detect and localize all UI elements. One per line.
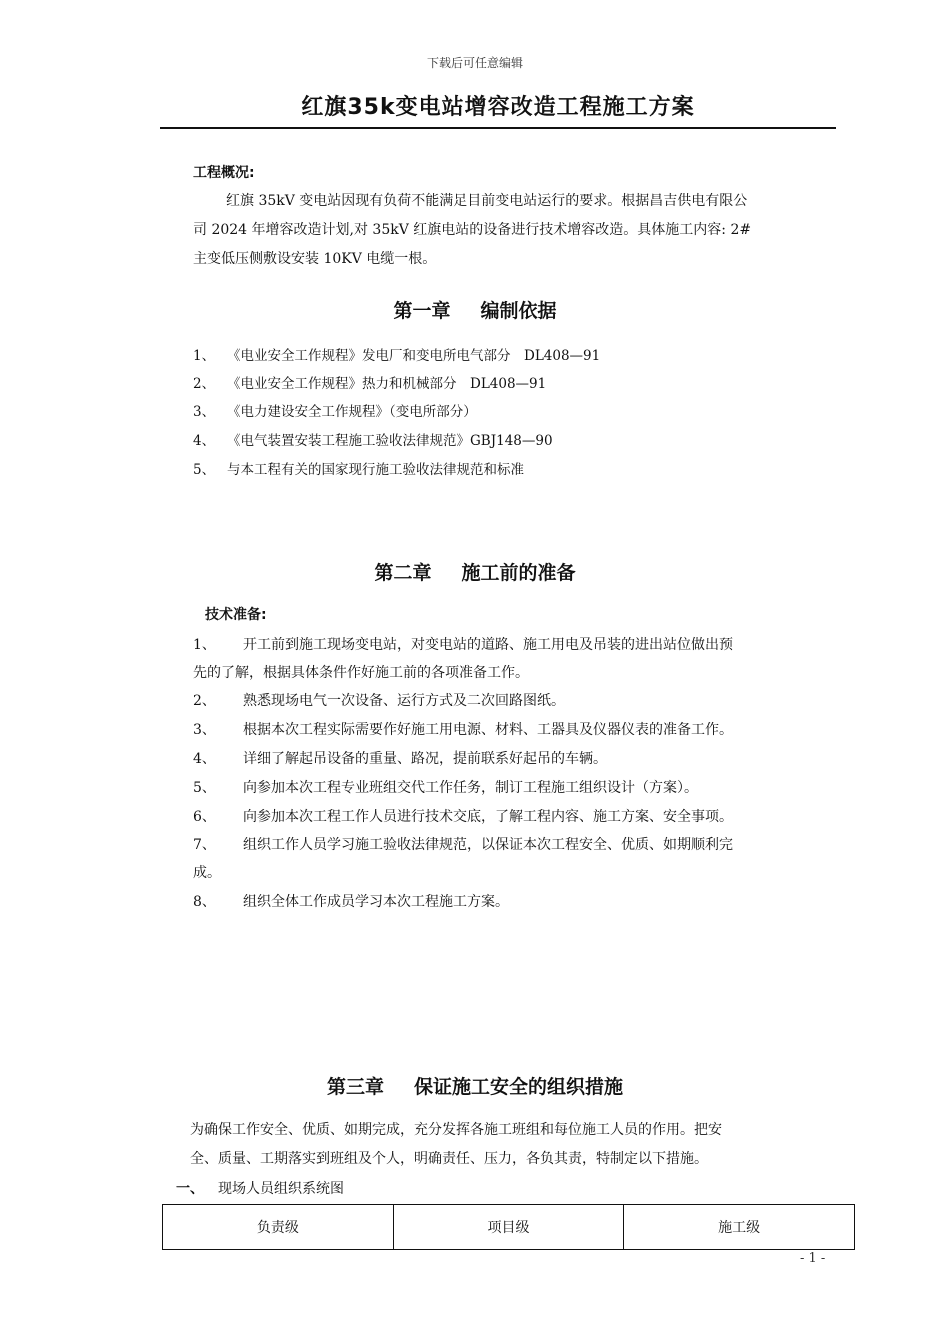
org-section-number: 一、 xyxy=(176,1181,204,1197)
chapter1-label: 第一章 xyxy=(393,300,451,322)
prep-item-2: 2、 熟悉现场电气一次设备、运行方式及二次回路图纸。 xyxy=(193,693,565,709)
header-note: 下载后可任意编辑 xyxy=(426,56,523,70)
title-underline xyxy=(160,127,836,129)
basis-item-3: 3、 《电力建设安全工作规程》（变电所部分） xyxy=(193,404,477,420)
tech-prep-heading: 技术准备: xyxy=(205,607,267,623)
prep-item-1-cont: 先的了解，根据具体条件作好施工前的各项准备工作。 xyxy=(193,665,529,681)
prep-item-1: 1、 开工前到施工现场变电站，对变电站的道路、施工用电及吊装的进出站位做出预 xyxy=(193,637,733,653)
prep-item-5: 5、 向参加本次工程专业班组交代工作任务，制订工程施工组织设计（方案）。 xyxy=(193,780,698,796)
prep-item-7-cont: 成。 xyxy=(193,865,221,881)
overview-line-2: 司 2024 年增容改造计划,对 35kV 红旗电站的设备进行技术增容改造。具体施工内容: 2# xyxy=(193,222,752,238)
basis-item-4: 4、 《电气装置安装工程施工验收法律规范》GBJ148—90 xyxy=(193,433,553,449)
overview-line-3: 主变低压侧敷设安装 10KV 电缆一根。 xyxy=(193,251,437,267)
basis-item-2: 2、 《电业安全工作规程》热力和机械部分 DL408—91 xyxy=(193,376,547,392)
prep-item-4: 4、 详细了解起吊设备的重量、路况，提前联系好起吊的车辆。 xyxy=(193,751,607,767)
chapter3-intro-line-1: 为确保工作安全、优质、如期完成，充分发挥各施工班组和每位施工人员的作用。把安 xyxy=(190,1122,722,1138)
prep-item-6: 6、 向参加本次工程工作人员进行技术交底，了解工程内容、施工方案、安全事项。 xyxy=(193,809,733,825)
document-title: 红旗35k变电站增容改造工程施工方案 xyxy=(301,95,695,120)
chapter3-label: 第三章 xyxy=(326,1076,384,1098)
chapter2-title: 施工前的准备 xyxy=(461,562,576,584)
chapter2-heading xyxy=(0,558,950,585)
table-header-cell: 项目级 xyxy=(393,1205,624,1250)
prep-item-8: 8、 组织全体工作成员学习本次工程施工方案。 xyxy=(193,894,509,910)
table-row xyxy=(163,1205,855,1250)
chapter3-heading xyxy=(0,1072,950,1099)
basis-item-5: 5、 与本工程有关的国家现行施工验收法律规范和标准 xyxy=(193,462,524,478)
chapter1-title: 编制依据 xyxy=(480,300,557,322)
table-header-cell: 负责级 xyxy=(163,1205,394,1250)
basis-item-1: 1、 《电业安全工作规程》发电厂和变电所电气部分 DL408—91 xyxy=(193,348,601,364)
org-section-heading xyxy=(176,1178,344,1198)
overview-line-1: 红旗 35kV 变电站因现有负荷不能满足目前变电站运行的要求。根据昌吉供电有限公 xyxy=(226,193,748,209)
overview-heading: 工程概况: xyxy=(193,165,255,181)
chapter3-intro-line-2: 全、质量、工期落实到班组及个人，明确责任、压力，各负其责，特制定以下措施。 xyxy=(190,1151,708,1167)
chapter1-heading xyxy=(0,296,950,323)
chapter3-title: 保证施工安全的组织措施 xyxy=(414,1076,624,1098)
prep-item-7: 7、 组织工作人员学习施工验收法律规范，以保证本次工程安全、优质、如期顺利完 xyxy=(193,837,733,853)
prep-item-3: 3、 根据本次工程实际需要作好施工用电源、材料、工器具及仪器仪表的准备工作。 xyxy=(193,722,733,738)
chapter2-label: 第二章 xyxy=(374,562,432,584)
org-chart-table xyxy=(162,1204,855,1250)
page-number: - 1 - xyxy=(800,1251,826,1266)
table-header-cell: 施工级 xyxy=(624,1205,855,1250)
org-section-title: 现场人员组织系统图 xyxy=(218,1181,344,1197)
